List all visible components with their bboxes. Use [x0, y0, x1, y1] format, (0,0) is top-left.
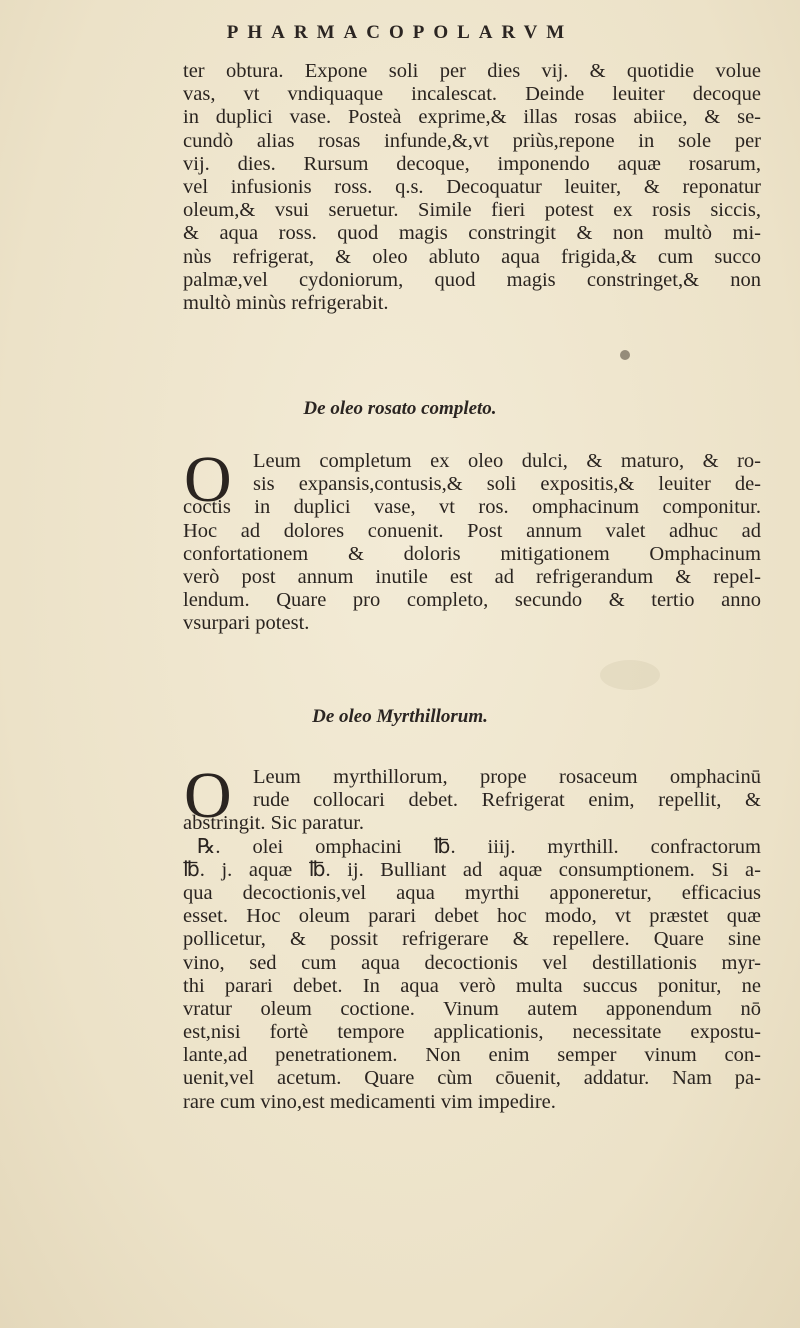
- text-line: qua decoctionis,vel aqua myrthi apponeretur, efficacius: [183, 881, 761, 904]
- drop-cap: O: [184, 443, 232, 516]
- section-heading-rosato: De oleo rosato completo.: [303, 398, 497, 419]
- text-line: vino, sed cum aqua decoctionis vel destillationis myr-: [183, 951, 761, 974]
- text-line: confortationem & doloris mitigationem Omphacinum: [183, 542, 761, 565]
- text-line: sis expansis,contusis,& soli expositis,& leuiter de-: [253, 473, 761, 496]
- text-line: vratur oleum coctione. Vinum autem apponendum nō: [183, 997, 761, 1020]
- text-line: in duplici vase. Posteà exprime,& illas rosas abiice, & se-: [183, 106, 761, 129]
- text-line: thi parari debet. In aqua verò multa succus ponitur, ne: [183, 974, 761, 997]
- paper-stain: [600, 660, 660, 690]
- text-line: esset. Hoc oleum parari debet hoc modo, vt præstet quæ: [183, 905, 761, 928]
- section-heading-myrthillorum: De oleo Myrthillorum.: [312, 706, 488, 727]
- myrthillorum-paragraph: [183, 812, 761, 835]
- text-line: est,nisi fortè tempore applicationis, necessitate expostu-: [183, 1021, 761, 1044]
- text-line: ℞. olei omphacini ℔. iiij. myrthill. confractorum: [197, 835, 761, 858]
- text-line: vas, vt vndiquaque incalescat. Deinde leuiter decoque: [183, 83, 761, 106]
- text-line: Leum completum ex oleo dulci, & maturo, & ro-: [253, 450, 761, 472]
- text-line: lante,ad penetrationem. Non enim semper vinum con-: [183, 1044, 761, 1067]
- text-line: nùs refrigerat, & oleo abluto aqua frigida,& cum succo: [183, 245, 761, 268]
- text-line: & aqua ross. quod magis constringit & non multò mi-: [183, 222, 761, 245]
- myrthillorum-paragraph-top: [253, 766, 761, 812]
- running-title: PHARMACOPOLARVM: [226, 22, 574, 43]
- text-line: vij. dies. Rursum decoque, imponendo aquæ rosarum,: [183, 152, 761, 175]
- rosato-paragraph-top: [253, 450, 761, 496]
- text-line: vel infusionis ross. q.s. Decoquatur leuiter, & reponatur: [183, 175, 761, 198]
- ink-dot: [620, 350, 630, 360]
- text-line: multò minùs refrigerabit.: [183, 291, 389, 314]
- text-line: vsurpari potest.: [183, 612, 310, 635]
- drop-cap: O: [184, 759, 232, 832]
- text-line: Hoc ad dolores conuenit. Post annum valet adhuc ad: [183, 519, 761, 542]
- text-line: oleum,& vsui seruetur. Simile fieri potest ex rosis siccis,: [183, 199, 761, 222]
- text-line: uenit,vel acetum. Quare cùm cōuenit, addatur. Nam pa-: [183, 1067, 761, 1090]
- text-line: ter obtura. Expone soli per dies vij. & quotidie volue: [183, 60, 761, 82]
- intro-paragraph: [183, 60, 761, 315]
- myrthillorum-recipe: [183, 859, 761, 1114]
- text-line: pollicetur, & possit refrigerare & repellere. Quare sine: [183, 928, 761, 951]
- text-line: Leum myrthillorum, prope rosaceum omphacinū: [253, 766, 761, 788]
- text-line: cundò alias rosas infunde,&,vt priùs,repone in sole per: [183, 129, 761, 152]
- text-line: rare cum vino,est medicamenti vim impedire.: [183, 1090, 556, 1113]
- text-line: rude collocari debet. Refrigerat enim, repellit, &: [253, 789, 761, 812]
- text-line: coctis in duplici vase, vt ros. omphacinum componitur.: [183, 496, 761, 519]
- text-line: abstringit. Sic paratur.: [183, 812, 365, 835]
- text-line: ℔. j. aquæ ℔. ij. Bulliant ad aquæ consumptionem. Si a-: [183, 858, 761, 881]
- myrthillorum-recipe-first: [197, 836, 761, 859]
- rosato-paragraph: [183, 496, 761, 635]
- text-line: verò post annum inutile est ad refrigerandum & repel-: [183, 565, 761, 588]
- text-line: palmæ,vel cydoniorum, quod magis constringet,& non: [183, 268, 761, 291]
- text-line: lendum. Quare pro completo, secundo & tertio anno: [183, 589, 761, 612]
